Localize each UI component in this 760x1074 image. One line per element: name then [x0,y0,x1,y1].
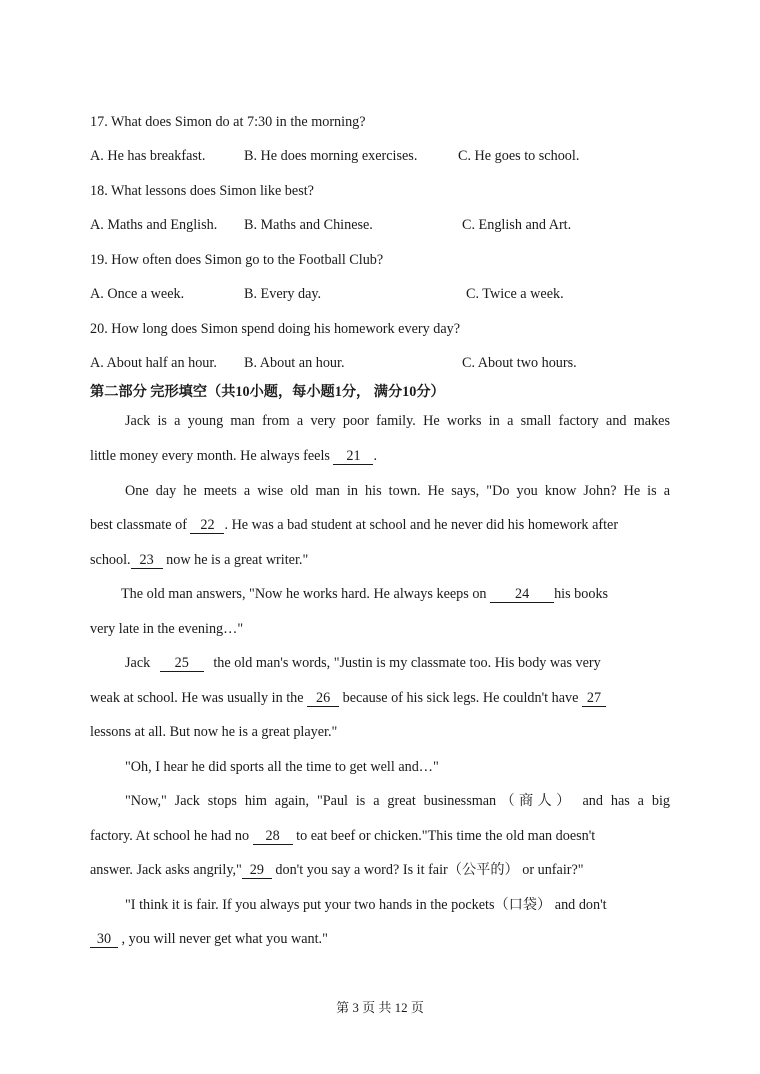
question-17-stem: 17. What does Simon do at 7:30 in the morning? [90,114,366,130]
blank-27[interactable]: 27 [582,690,606,707]
blank-21[interactable]: 21 [333,448,373,465]
passage-line-1: Jack is a young man from a very poor family. He works in a small factory and makes [125,413,670,429]
question-19-stem: 19. How often does Simon go to the Football Club? [90,252,384,268]
question-17-option-a: A. He has breakfast. [90,148,206,164]
passage-line-4: best classmate of 22 . He was a bad student at school and he never did his homework after [90,517,619,533]
passage-line-11: "Oh, I hear he did sports all the time to get well and…" [125,759,439,775]
blank-22[interactable]: 22 [190,517,224,534]
section-heading: 第二部分 完形填空（共10小题，每小题1分， 满分10分） [90,384,445,400]
passage-line-10: lessons at all. But now he is a great player." [90,724,338,740]
blank-29[interactable]: 29 [242,862,272,879]
question-17-option-c: C. He goes to school. [458,148,580,164]
blank-28[interactable]: 28 [253,828,293,845]
passage-line-8: Jack 25 the old man's words, "Justin is my classmate too. His body was very [125,655,601,671]
question-18-stem: 18. What lessons does Simon like best? [90,183,314,199]
question-20-stem: 20. How long does Simon spend doing his homework every day? [90,321,461,337]
question-20-option-b: B. About an hour. [244,355,345,371]
question-17-option-b: B. He does morning exercises. [244,148,418,164]
passage-line-14: answer. Jack asks angrily," 29 don't you say a word? Is it fair（公平的） or unfair?" [90,862,584,878]
passage-line-12: "Now," Jack stops him again, "Paul is a great businessman（商人） and has a big [125,793,670,809]
blank-25[interactable]: 25 [160,655,204,672]
blank-23[interactable]: 23 [131,552,163,569]
passage-line-15: "I think it is fair. If you always put your two hands in the pockets（口袋） and don't [125,897,607,913]
passage-line-3: One day he meets a wise old man in his town. He says, "Do you know John? He is a [125,483,670,499]
question-19-option-a: A. Once a week. [90,286,185,302]
question-18-option-b: B. Maths and Chinese. [244,217,373,233]
passage-line-13: factory. At school he had no 28 to eat beef or chicken."This time the old man doesn't [90,828,596,844]
blank-30[interactable]: 30 [90,931,118,948]
passage-line-9: weak at school. He was usually in the 26 because of his sick legs. He couldn't have 27 [90,688,606,708]
question-20-option-c: C. About two hours. [462,355,577,371]
question-18-option-a: A. Maths and English. [90,217,218,233]
passage-line-5: school. 23 now he is a great writer." [90,552,309,568]
blank-26[interactable]: 26 [307,690,339,707]
passage-line-6: The old man answers, "Now he works hard. He always keeps on 24 his books [121,586,609,602]
passage-line-2: little money every month. He always feels 21 . [90,448,378,464]
question-19-option-b: B. Every day. [244,286,322,302]
passage-line-16: 30 , you will never get what you want." [90,929,328,949]
passage-line-7: very late in the evening…" [90,621,244,637]
question-18-option-c: C. English and Art. [462,217,572,233]
blank-24[interactable]: 24 [490,586,554,603]
question-20-option-a: A. About half an hour. [90,355,217,371]
page-number: 第 3 页 共 12 页 [336,1000,424,1015]
question-19-option-c: C. Twice a week. [466,286,564,302]
